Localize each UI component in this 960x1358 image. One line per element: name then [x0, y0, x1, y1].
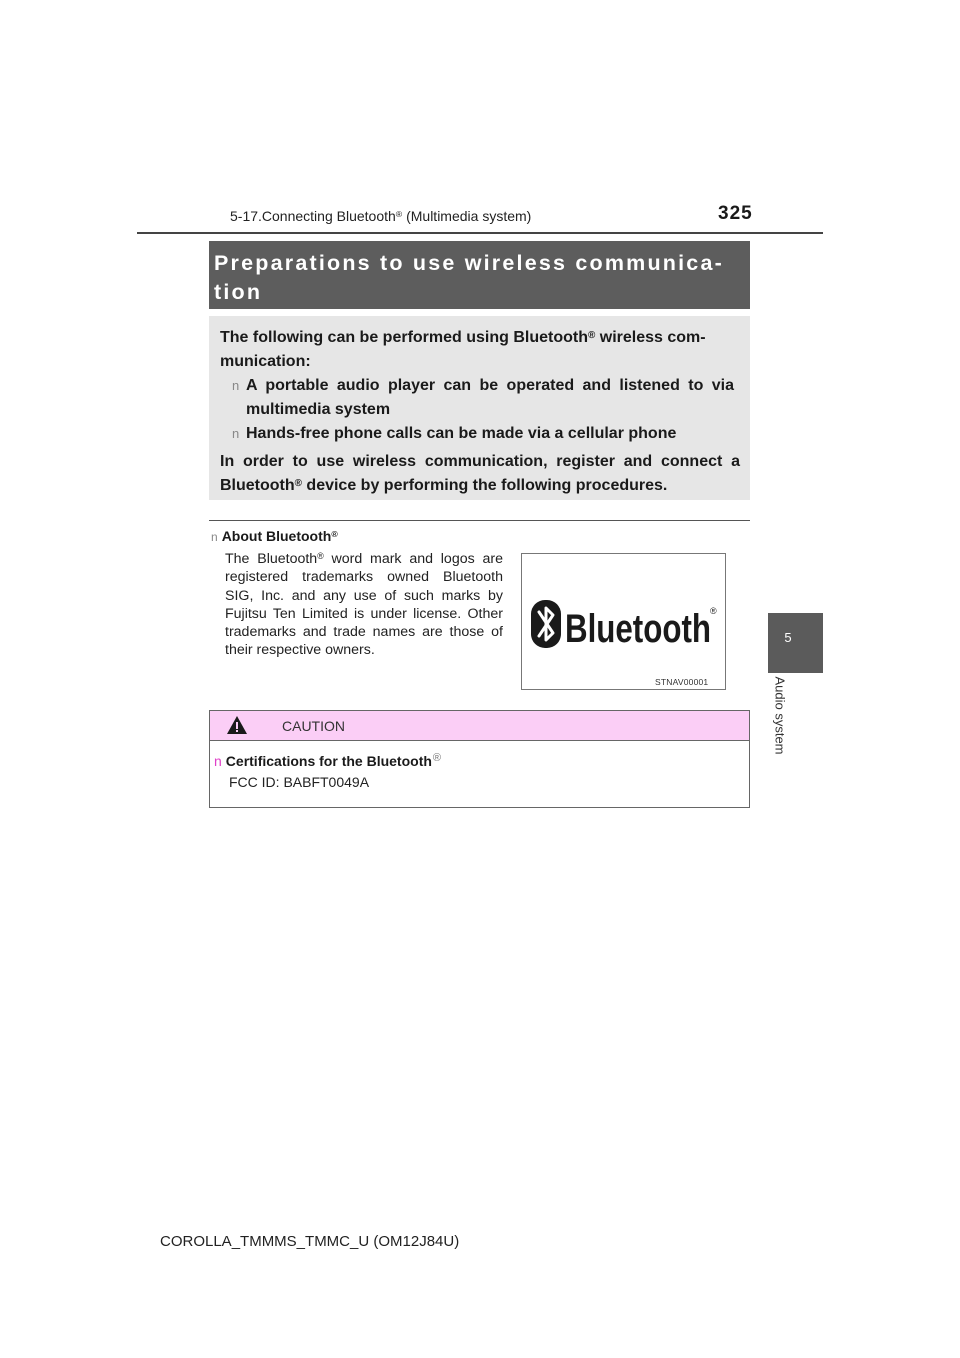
warning-icon	[226, 714, 248, 736]
list-item	[232, 422, 740, 446]
intro-instruction-text-end: device by performing the following procedures.	[301, 477, 668, 494]
caution-label: CAUTION	[282, 718, 345, 734]
certifications-heading-text: Certifications for the Bluetooth	[225, 753, 432, 769]
intro-instruction	[220, 450, 740, 498]
intro-lead-text: The following can be performed using Bluetooth	[220, 329, 588, 346]
header-rule	[137, 232, 823, 234]
section-title: Preparations to use wireless communica-tion	[214, 251, 724, 304]
running-head	[230, 208, 531, 224]
list-item-text: A portable audio player can be operated and listened to via multimedia system	[246, 377, 734, 418]
registered-mark: ®	[395, 209, 403, 220]
bullet-icon: n	[211, 530, 218, 544]
running-head-suffix: (Multimedia system)	[402, 208, 532, 224]
bullet-icon: n	[232, 378, 240, 393]
fcc-id: FCC ID: BABFT0049A	[229, 774, 370, 790]
intro-lead-text-end: wireless com-munication:	[220, 329, 706, 370]
bluetooth-logo-figure	[521, 553, 726, 690]
registered-mark: ®	[331, 529, 338, 540]
about-body-text: The Bluetooth	[225, 551, 318, 567]
logo-registered-mark: ®	[710, 606, 717, 616]
about-heading-text: About Bluetooth	[221, 528, 332, 544]
figure-code: STNAV00001	[655, 677, 709, 687]
bluetooth-logo-icon	[522, 554, 725, 689]
page-number: 325	[718, 203, 753, 224]
document-footer: COROLLA_TMMMS_TMMC_U (OM12J84U)	[160, 1233, 460, 1250]
logo-wordmark: Bluetooth	[565, 607, 711, 651]
chapter-tab-label: Audio system	[772, 676, 788, 755]
registered-mark: ®	[432, 752, 442, 764]
chapter-tab-number: 5	[784, 630, 792, 645]
about-body-text-end: word mark and logos are registered trademarks owned Bluetooth SIG, Inc. and any use of such marks by Fujitsu Ten Limited is under license. Other trademarks and trade names are those of their respective owners.	[225, 551, 503, 659]
bullet-icon: n	[214, 753, 222, 769]
section-divider	[209, 520, 750, 521]
certifications-heading	[214, 753, 441, 769]
registered-mark: ®	[588, 329, 596, 341]
list-item-text: Hands-free phone calls can be made via a cellular phone	[246, 425, 677, 442]
running-head-prefix: 5-17.Connecting Bluetooth	[230, 208, 396, 224]
registered-mark: ®	[294, 477, 302, 489]
intro-lead	[220, 326, 740, 374]
about-body	[225, 550, 503, 660]
about-heading	[211, 528, 338, 544]
bullet-icon: n	[232, 426, 240, 441]
intro-instruction-text: In order to use wireless communication, register and connect a Bluetooth	[220, 453, 740, 494]
list-item	[232, 374, 740, 422]
registered-mark: ®	[317, 551, 324, 562]
